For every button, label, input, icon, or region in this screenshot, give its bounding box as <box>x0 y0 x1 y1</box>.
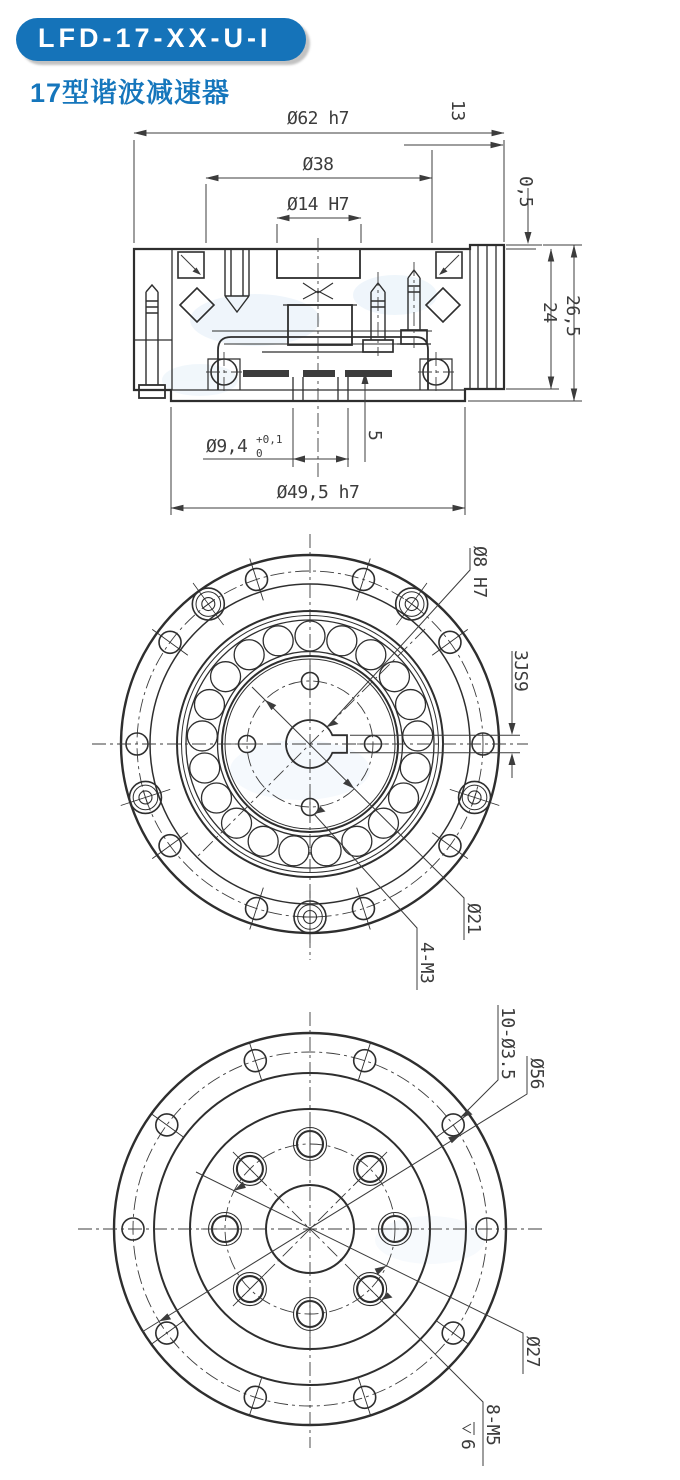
bearing-ball <box>311 836 341 866</box>
dim-d27-label: Ø27 <box>522 1336 543 1368</box>
hole-centerline <box>249 1042 261 1080</box>
dim-holes-label: 10-Ø3.5 <box>497 1007 518 1080</box>
dim-d265-label: 26,5 <box>562 295 583 337</box>
hole-centerline <box>152 833 188 859</box>
hole-centerline <box>250 888 264 930</box>
screw-centerline <box>193 583 224 625</box>
hole-centerline <box>250 559 264 601</box>
dim-d05-label: 0,5 <box>515 176 536 208</box>
bearing-ball <box>211 662 241 692</box>
dim-d14-label: Ø14 H7 <box>286 194 350 215</box>
dim-d21-label: Ø21 <box>463 903 484 935</box>
bearing-ball <box>248 826 278 856</box>
dim-d5-label: 5 <box>364 430 385 441</box>
bearing-ball <box>263 626 293 656</box>
dim-m3-label: 4-M3 <box>416 942 437 984</box>
hole-centerline <box>357 559 371 601</box>
dim-m5-label: 8-M5 <box>482 1404 503 1446</box>
bearing-ball <box>403 721 433 751</box>
hole-centerline <box>432 833 468 859</box>
bearing-ball <box>222 808 252 838</box>
bearing-ball <box>194 690 224 720</box>
dim-d94-tol-upper: +0,1 <box>256 433 283 446</box>
watermark <box>162 275 485 1264</box>
bearing-ball <box>379 662 409 692</box>
dim-key-label: 3JS9 <box>510 650 531 692</box>
depth-icon <box>463 1422 474 1435</box>
dim-d24-label: 24 <box>539 302 560 323</box>
hole-centerline <box>432 629 468 655</box>
page-title: 17型谐波减速器 <box>30 78 231 108</box>
dim-d8-label: Ø8 H7 <box>469 546 490 598</box>
bearing-ball <box>389 783 419 813</box>
bearing-ball <box>400 753 430 783</box>
dim-d94-tol-lower: 0 <box>256 447 263 460</box>
bearing-ball <box>190 753 220 783</box>
bearing-ball <box>187 721 217 751</box>
header <box>16 18 306 110</box>
bearing-ball <box>327 626 357 656</box>
depth-callout <box>457 1422 478 1449</box>
dim-depth-label: 6 <box>457 1439 478 1450</box>
dim-d62-label: Ø62 h7 <box>286 108 350 129</box>
bearing-ball <box>234 640 264 670</box>
hole-centerline <box>249 1378 261 1416</box>
hole-centerline <box>357 888 371 930</box>
output-shaft-band <box>243 370 392 377</box>
bearing-ball <box>368 808 398 838</box>
dim-d56-label: Ø56 <box>526 1058 547 1090</box>
dim-d38-label: Ø38 <box>302 154 334 175</box>
dim-d13-label: 13 <box>447 100 468 121</box>
screw-centerline <box>396 583 427 625</box>
bearing-ball <box>279 836 309 866</box>
bearing-ball <box>396 690 426 720</box>
dim-d495-label: Ø49,5 h7 <box>276 482 360 503</box>
dim-d94-label: Ø9,4 <box>206 436 248 457</box>
hole-centerline <box>359 1042 371 1080</box>
bearing-ball <box>342 826 372 856</box>
bearing-ball <box>201 783 231 813</box>
model-badge: LFD-17-XX-U-I <box>16 18 306 61</box>
hole-centerline <box>152 629 188 655</box>
bearing-ball <box>356 640 386 670</box>
hole-centerline <box>359 1378 371 1416</box>
